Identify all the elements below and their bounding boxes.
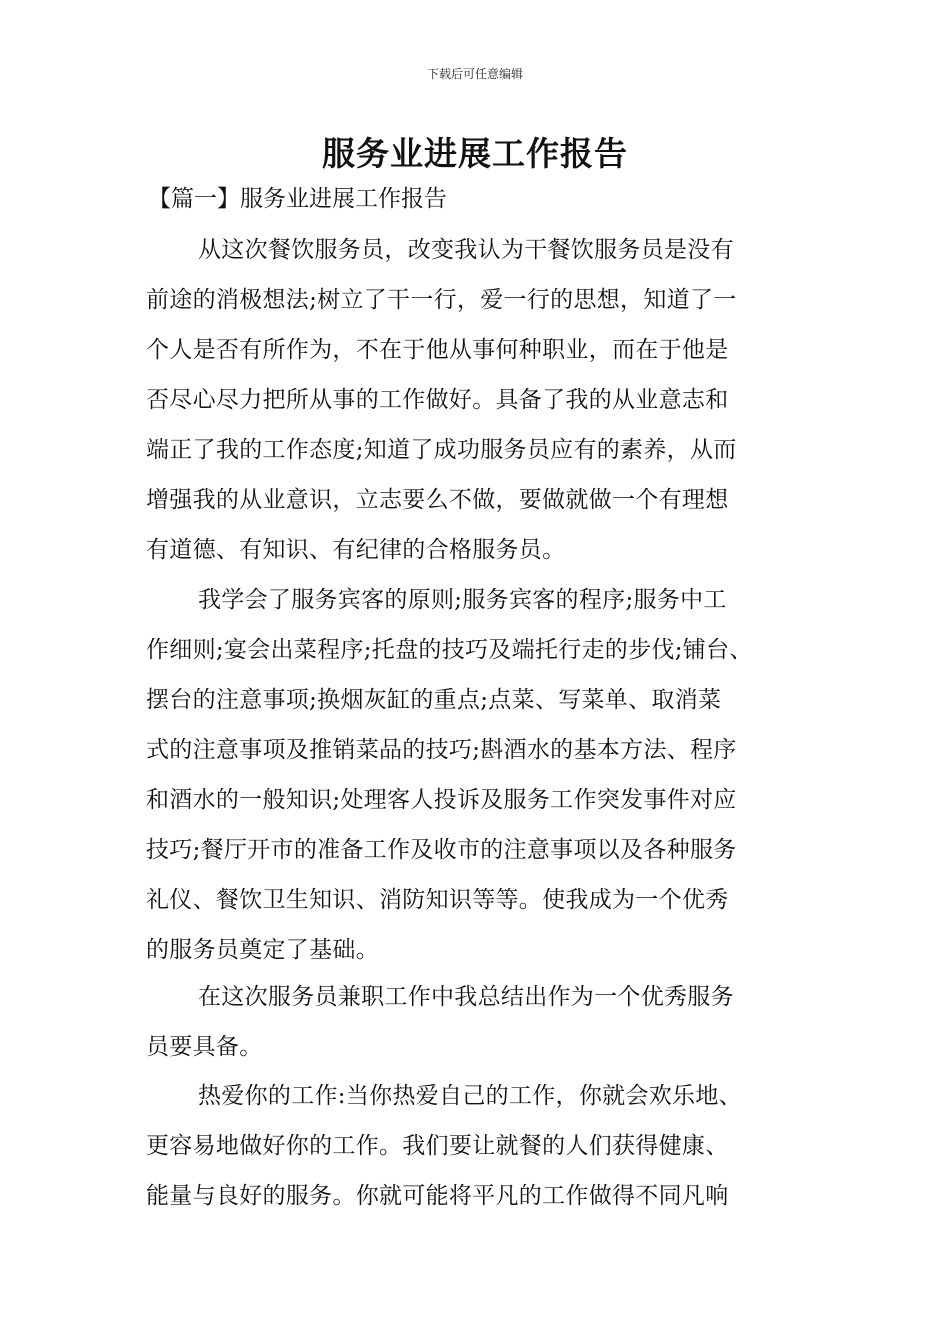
section-heading: 【篇一】服务业进展工作报告: [148, 186, 447, 212]
download-note: 下载后可任意编辑: [426, 67, 523, 81]
paragraph-line: 增强我的从业意识，立志要么不做，要做就做一个有理想: [146, 487, 729, 513]
paragraph-line: 摆台的注意事项;换烟灰缸的重点;点菜、写菜单、取消菜: [146, 687, 722, 713]
paragraph-line: 和酒水的一般知识;处理客人投诉及服务工作突发事件对应: [146, 787, 737, 813]
paragraph-line: 否尽心尽力把所从事的工作做好。具备了我的从业意志和: [146, 387, 729, 413]
paragraph-2: [146, 575, 753, 975]
paragraph-line: 热爱你的工作:当你热爱自己的工作，你就会欢乐地、: [198, 1083, 742, 1109]
paragraph-line: 从这次餐饮服务员，改变我认为干餐饮服务员是没有: [198, 237, 734, 263]
paragraph-line: 礼仪、餐饮卫生知识、消防知识等等。使我成为一个优秀: [146, 887, 729, 913]
paragraph-3: [146, 972, 734, 1072]
paragraph-line: 我学会了服务宾客的原则;服务宾客的程序;服务中工: [198, 587, 727, 613]
paragraph-line: 作细则;宴会出菜程序;托盘的技巧及端托行走的步伐;铺台、: [146, 637, 753, 663]
paragraph-1: [146, 225, 737, 575]
paragraph-4: [146, 1071, 742, 1221]
paragraph-line: 在这次服务员兼职工作中我总结出作为一个优秀服务: [198, 984, 734, 1010]
paragraph-line: 的服务员奠定了基础。: [146, 937, 379, 963]
paragraph-line: 端正了我的工作态度;知道了成功服务员应有的素养，从而: [146, 437, 737, 463]
paragraph-line: 能量与良好的服务。你就可能将平凡的工作做得不同凡响: [146, 1183, 729, 1209]
paragraph-line: 技巧;餐厅开市的准备工作及收市的注意事项以及各种服务: [146, 837, 737, 863]
paragraph-line: 个人是否有所作为，不在于他从事何种职业，而在于他是: [146, 337, 729, 363]
paragraph-line: 前途的消极想法;树立了干一行，爱一行的思想，知道了一: [146, 287, 737, 313]
paragraph-line: 员要具备。: [146, 1034, 263, 1060]
paragraph-line: 更容易地做好你的工作。我们要让就餐的人们获得健康、: [146, 1133, 729, 1159]
paragraph-line: 式的注意事项及推销菜品的技巧;斟酒水的基本方法、程序: [146, 737, 737, 763]
document-title: 服务业进展工作报告: [322, 134, 628, 173]
paragraph-line: 有道德、有知识、有纪律的合格服务员。: [146, 537, 566, 563]
